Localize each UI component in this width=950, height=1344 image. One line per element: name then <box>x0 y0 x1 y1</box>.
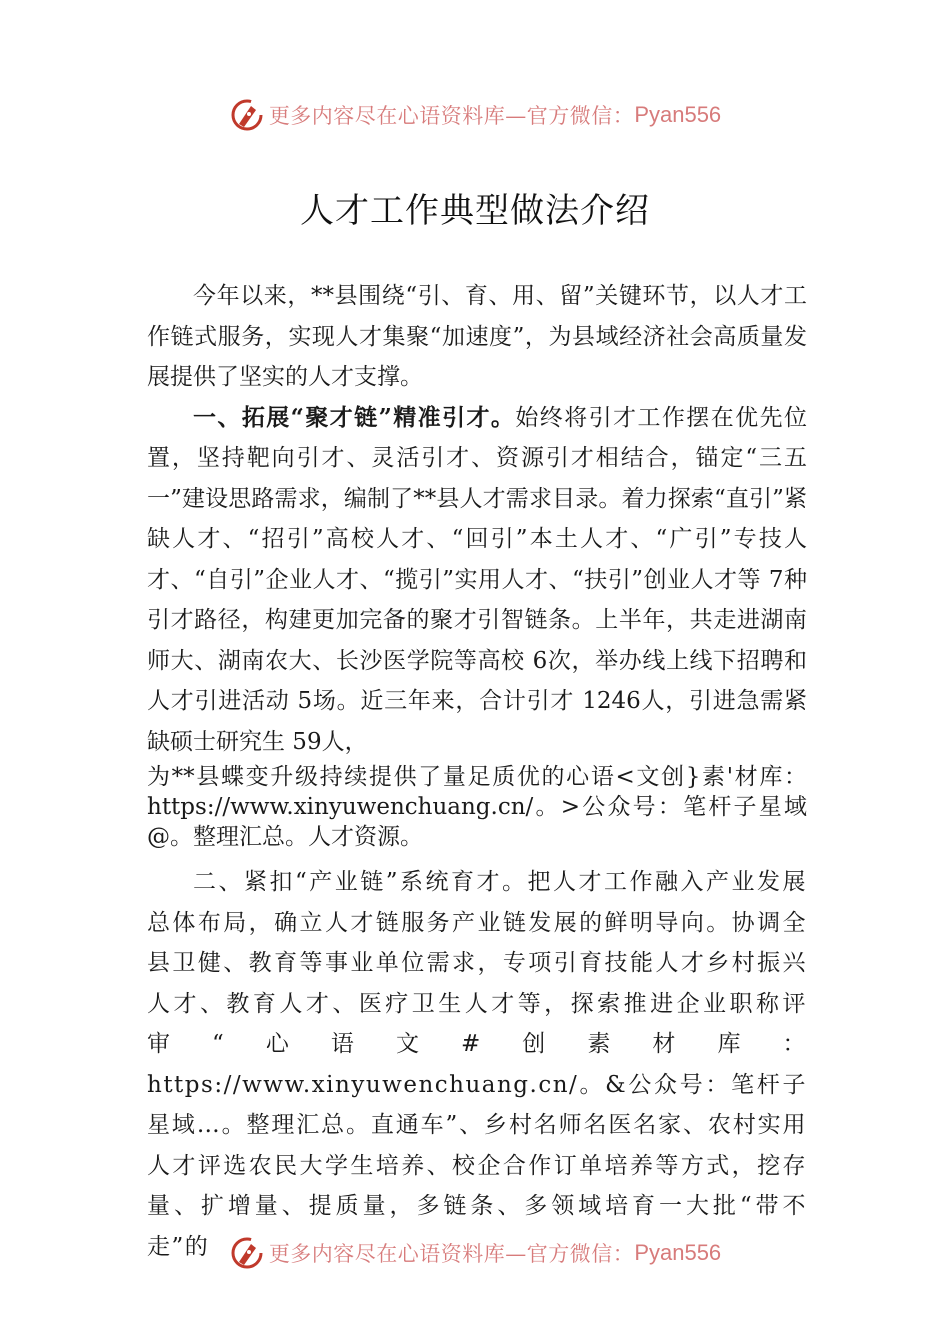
section1-paragraph <box>147 398 807 763</box>
watermark-id: Pyan556 <box>634 1240 722 1265</box>
header-watermark <box>0 95 950 135</box>
section1-body: 始终将引才工作摆在优先位置，坚持靶向引才、灵活引才、资源引才相结合，锚定“三五一”建设思路需求，编制了**县人才需求目录。着力探索“直引”紧缺人才、“招引”高校人才、“回引”本土人才、“广引”专技人才、“自引”企业人才、“揽引”实用人才、“扶引”创业人才等 7种引才路径，构建更加完备的聚才引智链条。上半年，共走进湖南师大、湖南农大、长沙医学院等高校 6次，举办线上线下招聘和人才引进活动 5场。近三年来，合计引才 1246人，引进急需紧缺硕士研究生 59人， <box>147 404 807 755</box>
pen-nib-logo-icon <box>229 1235 265 1271</box>
section2-paragraph: 二、紧扣“产业链”系统育才。把人才工作融入产业发展总体布局，确立人才链服务产业链发展的鲜明导向。协调全县卫健、教育等事业单位需求，专项引育技能人才乡村振兴人才、教育人才、医疗卫生人才等，探索推进企业职称评审“心语文#创素材库：https://www.xinyuwenchuang.cn/。&公众号：笔杆子星域…。整理汇总。直通车”、乡村名师名医名家、农村实用人才评选农民大学生培养、校企合作订单培养等方式，挖存量、扩增量、提质量，多链条、多领域培育一大批“带不走”的 <box>147 869 807 1260</box>
pen-nib-logo-icon <box>229 97 265 133</box>
watermark-text: 更多内容尽在心语资料库—官方微信： <box>268 1242 635 1266</box>
document-title: 人才工作典型做法介绍 <box>300 191 650 231</box>
intro-paragraph: 今年以来，**县围绕“引、育、用、留”关键环节，以人才工作链式服务，实现人才集聚“加速度”，为县域经济社会高质量发展提供了坚实的人才支撑。 <box>147 283 807 390</box>
watermark-id: Pyan556 <box>634 102 722 127</box>
watermark-text: 更多内容尽在心语资料库—官方微信： <box>268 104 635 128</box>
document-body <box>147 276 807 1267</box>
footer-watermark <box>0 1233 950 1273</box>
section1-heading: 一、拓展“聚才链”精准引才。 <box>193 403 516 431</box>
section1-tail: 为**县蝶变升级持续提供了量足质优的心语<文创}素'材库：https://www.xinyuwenchuang.cn/。>公众号：笔杆子星域@。整理汇总。人才资源。 <box>147 764 807 850</box>
